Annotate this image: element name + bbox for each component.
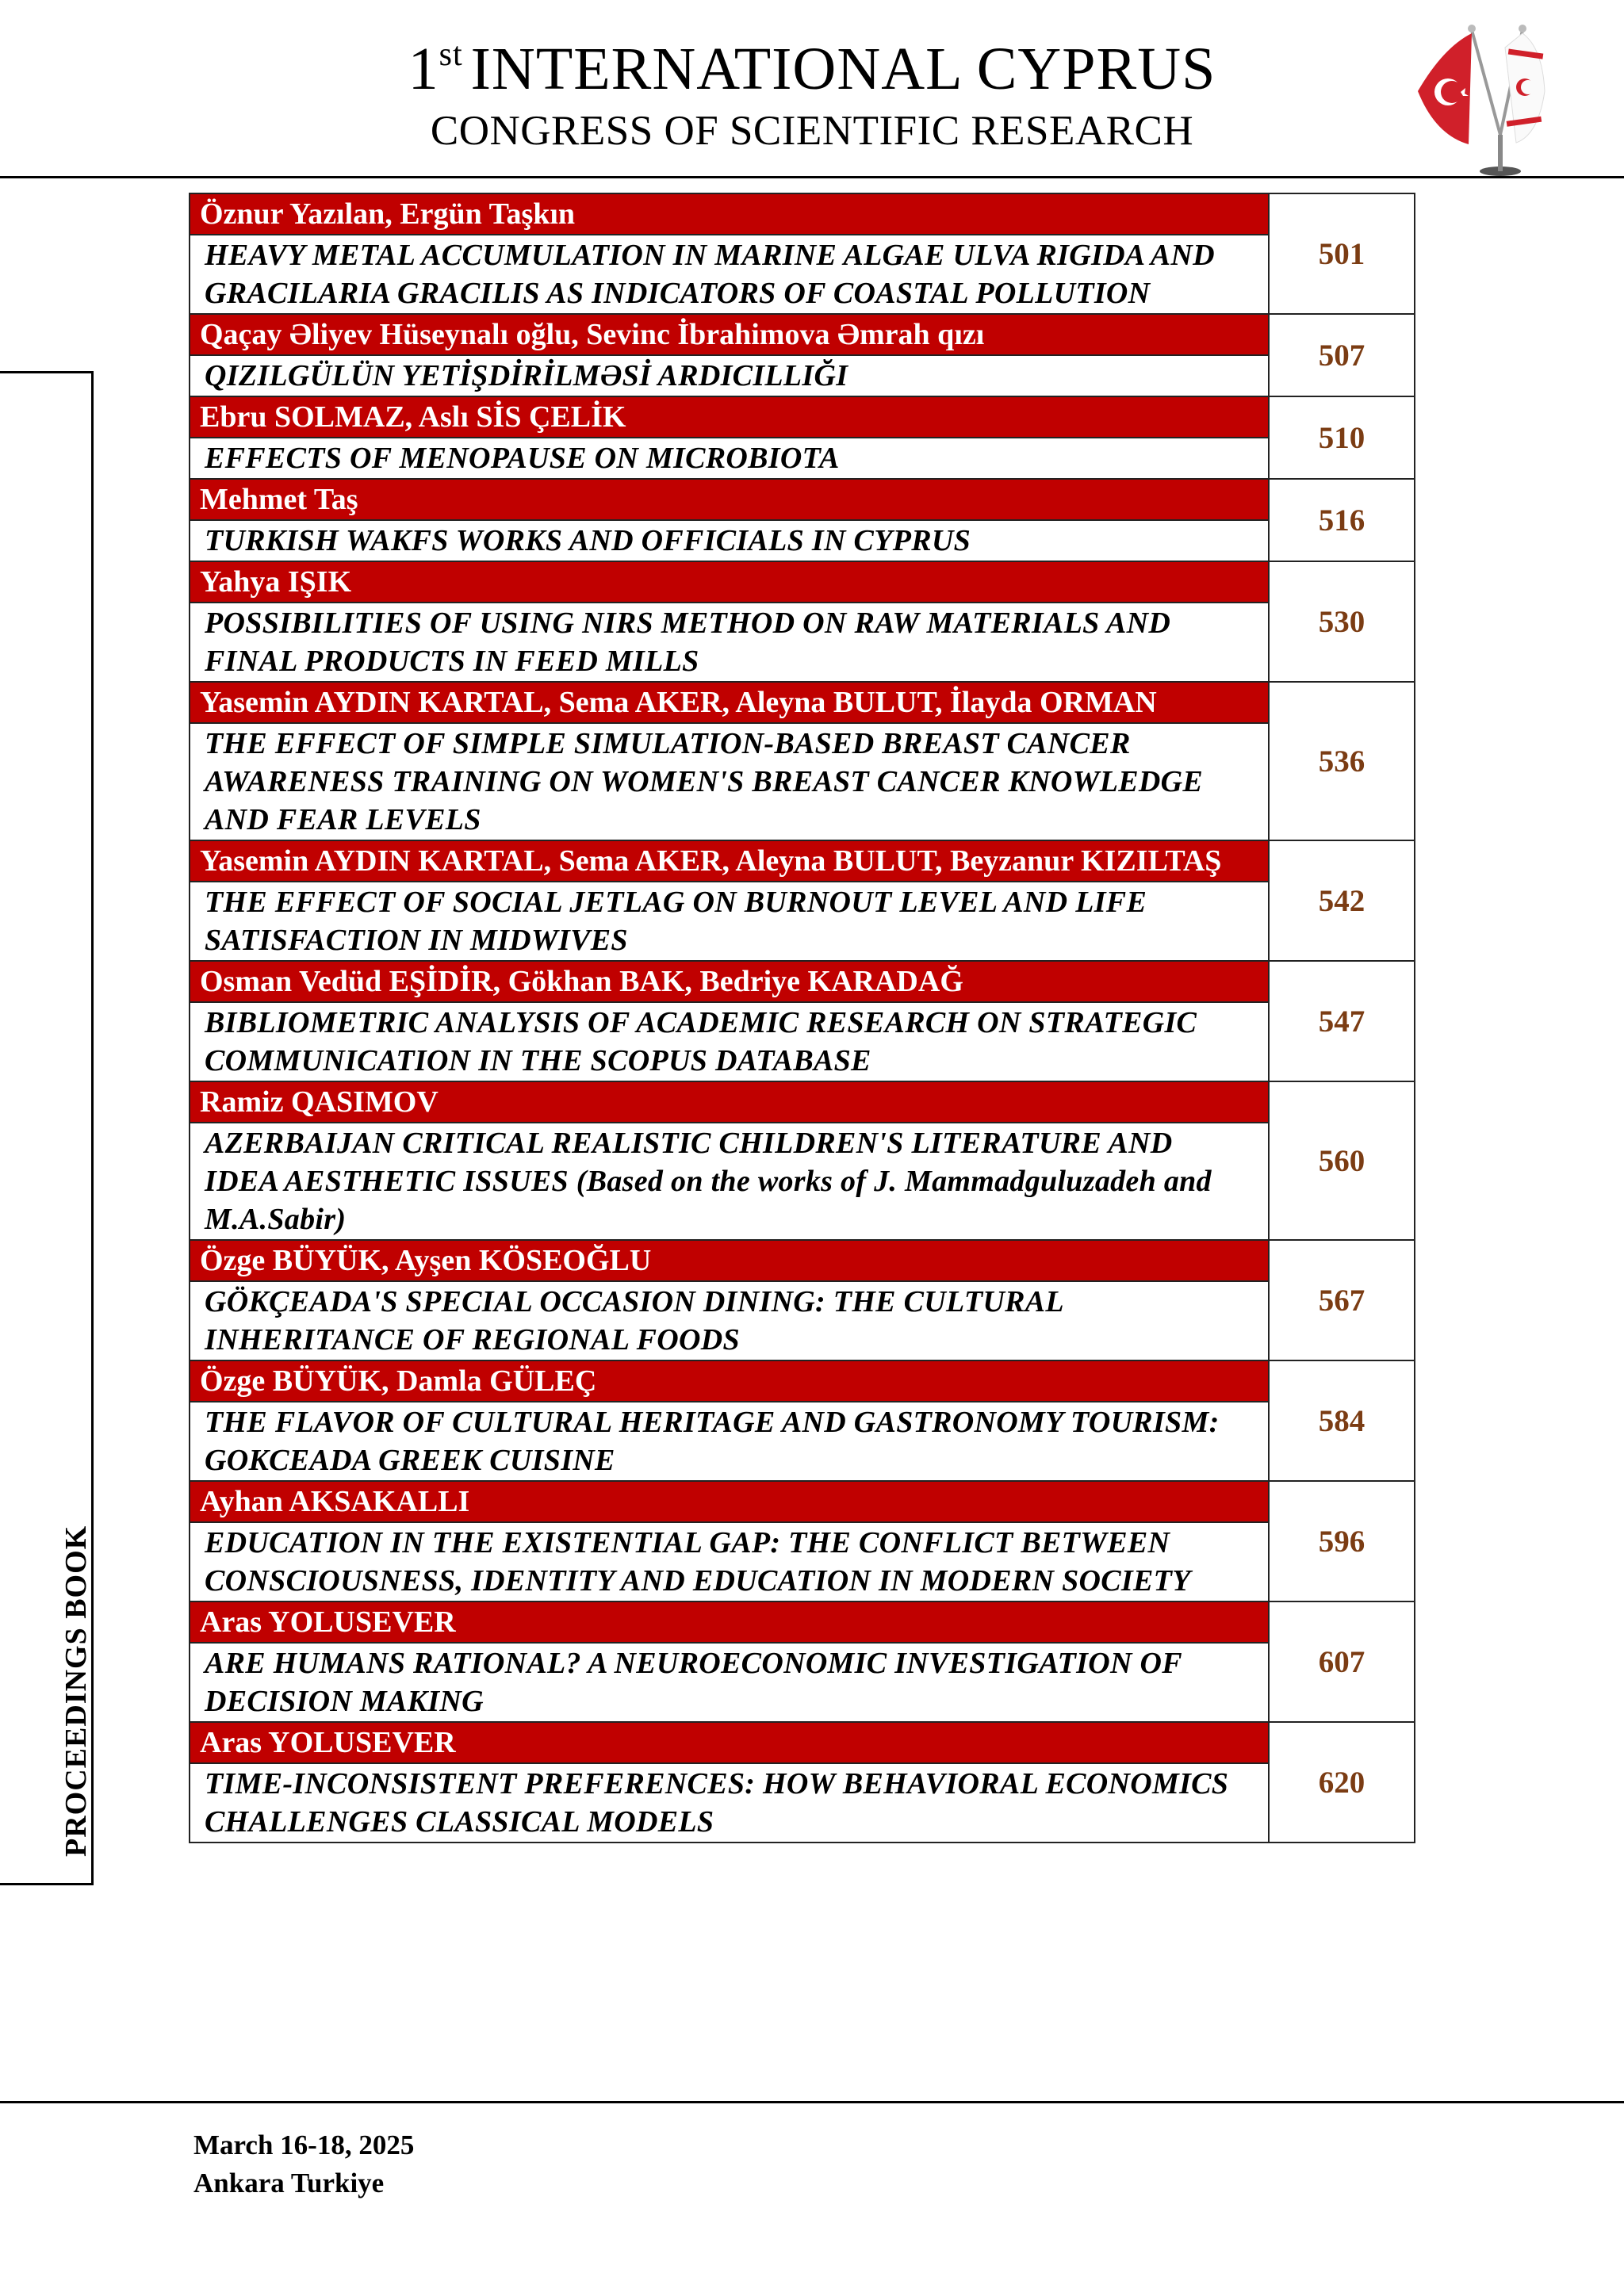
entry-page-number[interactable]: 501 — [1269, 193, 1415, 314]
toc-entry-title-row — [190, 1281, 1415, 1360]
toc-entry-author-row — [190, 1722, 1415, 1763]
entry-title[interactable]: HEAVY METAL ACCUMULATION IN MARINE ALGAE ULVA RIGIDA AND GRACILARIA GRACILIS AS INDICATORS OF COASTAL POLLUTION — [190, 235, 1269, 314]
toc-entry-title-row — [190, 1402, 1415, 1481]
event-date: March 16-18, 2025 — [193, 2130, 415, 2160]
toc-entry-title-row — [190, 355, 1415, 396]
toc-entry-author-row — [190, 561, 1415, 603]
entry-title[interactable]: BIBLIOMETRIC ANALYSIS OF ACADEMIC RESEARCH ON STRATEGIC COMMUNICATION IN THE SCOPUS DATABASE — [190, 1002, 1269, 1081]
toc-entry-author-row — [190, 1240, 1415, 1281]
congress-title: 1st INTERNATIONAL CYPRUS — [408, 36, 1216, 102]
entry-title[interactable]: TIME-INCONSISTENT PREFERENCES: HOW BEHAVIORAL ECONOMICS CHALLENGES CLASSICAL MODELS — [190, 1763, 1269, 1843]
toc-entry-author-row — [190, 1360, 1415, 1402]
toc-entry-author-row — [190, 840, 1415, 882]
toc-entry-author-row — [190, 1081, 1415, 1123]
entry-title[interactable]: GÖKÇEADA'S SPECIAL OCCASION DINING: THE CULTURAL INHERITANCE OF REGIONAL FOODS — [190, 1281, 1269, 1360]
entry-authors: Aras YOLUSEVER — [190, 1722, 1269, 1763]
entry-authors: Öznur Yazılan, Ergün Taşkın — [190, 193, 1269, 235]
entry-authors: Özge BÜYÜK, Ayşen KÖSEOĞLU — [190, 1240, 1269, 1281]
toc-entry-author-row — [190, 479, 1415, 520]
ordinal-suffix: st — [439, 36, 463, 73]
entry-page-number[interactable]: 620 — [1269, 1722, 1415, 1843]
congress-subtitle: CONGRESS OF SCIENTIFIC RESEARCH — [430, 108, 1194, 154]
entry-page-number[interactable]: 516 — [1269, 479, 1415, 561]
entry-authors: Ramiz QASIMOV — [190, 1081, 1269, 1123]
entry-authors: Aras YOLUSEVER — [190, 1601, 1269, 1643]
entry-title[interactable]: QIZILGÜLÜN YETİŞDİRİLMƏSİ ARDICILLIĞI — [190, 355, 1269, 396]
entry-authors: Qaçay Əliyev Hüseynalı oğlu, Sevinc İbrahimova Əmrah qızı — [190, 314, 1269, 355]
entry-authors: Yasemin AYDIN KARTAL, Sema AKER, Aleyna BULUT, İlayda ORMAN — [190, 682, 1269, 723]
entry-page-number[interactable]: 542 — [1269, 840, 1415, 961]
entry-page-number[interactable]: 584 — [1269, 1360, 1415, 1481]
entry-page-number[interactable]: 567 — [1269, 1240, 1415, 1360]
entry-title[interactable]: EFFECTS OF MENOPAUSE ON MICROBIOTA — [190, 438, 1269, 479]
toc-entry-author-row — [190, 682, 1415, 723]
flags-icon — [1411, 16, 1546, 178]
toc-entry-title-row — [190, 520, 1415, 561]
toc-entry-title-row — [190, 1522, 1415, 1601]
toc-entry-title-row — [190, 1002, 1415, 1081]
entry-page-number[interactable]: 507 — [1269, 314, 1415, 396]
toc-entry-author-row — [190, 1481, 1415, 1522]
toc-entry-title-row — [190, 882, 1415, 961]
toc-entry-title-row — [190, 438, 1415, 479]
table-of-contents — [189, 193, 1415, 1843]
header-rule — [0, 176, 1624, 178]
entry-authors: Yasemin AYDIN KARTAL, Sema AKER, Aleyna BULUT, Beyzanur KIZILTAŞ — [190, 840, 1269, 882]
entry-authors: Ebru SOLMAZ, Aslı SİS ÇELİK — [190, 396, 1269, 438]
entry-page-number[interactable]: 560 — [1269, 1081, 1415, 1240]
entry-title[interactable]: THE EFFECT OF SIMPLE SIMULATION-BASED BREAST CANCER AWARENESS TRAINING ON WOMEN'S BREAST CANCER KNOWLEDGE AND FEAR LEVELS — [190, 723, 1269, 840]
toc-entry-title-row — [190, 1763, 1415, 1843]
entry-title[interactable]: ARE HUMANS RATIONAL? A NEUROECONOMIC INVESTIGATION OF DECISION MAKING — [190, 1643, 1269, 1722]
entry-title[interactable]: EDUCATION IN THE EXISTENTIAL GAP: THE CONFLICT BETWEEN CONSCIOUSNESS, IDENTITY AND EDUCATION IN MODERN SOCIETY — [190, 1522, 1269, 1601]
entry-title[interactable]: TURKISH WAKFS WORKS AND OFFICIALS IN CYPRUS — [190, 520, 1269, 561]
toc-entry-author-row — [190, 314, 1415, 355]
entry-page-number[interactable]: 607 — [1269, 1601, 1415, 1722]
entry-authors: Osman Vedüd EŞİDİR, Gökhan BAK, Bedriye KARADAĞ — [190, 961, 1269, 1002]
toc-entry-author-row — [190, 396, 1415, 438]
toc-entry-author-row — [190, 961, 1415, 1002]
entry-authors: Özge BÜYÜK, Damla GÜLEÇ — [190, 1360, 1269, 1402]
event-location: Ankara Turkiye — [193, 2168, 385, 2198]
entry-authors: Ayhan AKSAKALLI — [190, 1481, 1269, 1522]
title-main: INTERNATIONAL CYPRUS — [470, 36, 1216, 102]
toc-entry-title-row — [190, 603, 1415, 682]
entry-authors: Mehmet Taş — [190, 479, 1269, 520]
toc-entry-author-row — [190, 1601, 1415, 1643]
entry-page-number[interactable]: 510 — [1269, 396, 1415, 479]
entry-title[interactable]: THE FLAVOR OF CULTURAL HERITAGE AND GASTRONOMY TOURISM: GOKCEADA GREEK CUISINE — [190, 1402, 1269, 1481]
entry-page-number[interactable]: 536 — [1269, 682, 1415, 840]
toc-entry-title-row — [190, 235, 1415, 314]
entry-page-number[interactable]: 547 — [1269, 961, 1415, 1081]
toc-entry-title-row — [190, 1643, 1415, 1722]
footer — [193, 2126, 414, 2202]
page-header — [0, 38, 1624, 152]
footer-rule — [0, 2101, 1624, 2103]
entry-title[interactable]: THE EFFECT OF SOCIAL JETLAG ON BURNOUT LEVEL AND LIFE SATISFACTION IN MIDWIVES — [190, 882, 1269, 961]
entry-title[interactable]: POSSIBILITIES OF USING NIRS METHOD ON RAW MATERIALS AND FINAL PRODUCTS IN FEED MILLS — [190, 603, 1269, 682]
entry-page-number[interactable]: 596 — [1269, 1481, 1415, 1601]
toc-entry-title-row — [190, 1123, 1415, 1240]
toc-entry-title-row — [190, 723, 1415, 840]
entry-title[interactable]: AZERBAIJAN CRITICAL REALISTIC CHILDREN'S LITERATURE AND IDEA AESTHETIC ISSUES (Based on the works of J. Mammadguluzadeh and M.A.Sabir) — [190, 1123, 1269, 1240]
toc-entry-author-row — [190, 193, 1415, 235]
entry-page-number[interactable]: 530 — [1269, 561, 1415, 682]
proceedings-book-label: PROCEEDINGS BOOK — [59, 1525, 93, 1857]
entry-authors: Yahya IŞIK — [190, 561, 1269, 603]
